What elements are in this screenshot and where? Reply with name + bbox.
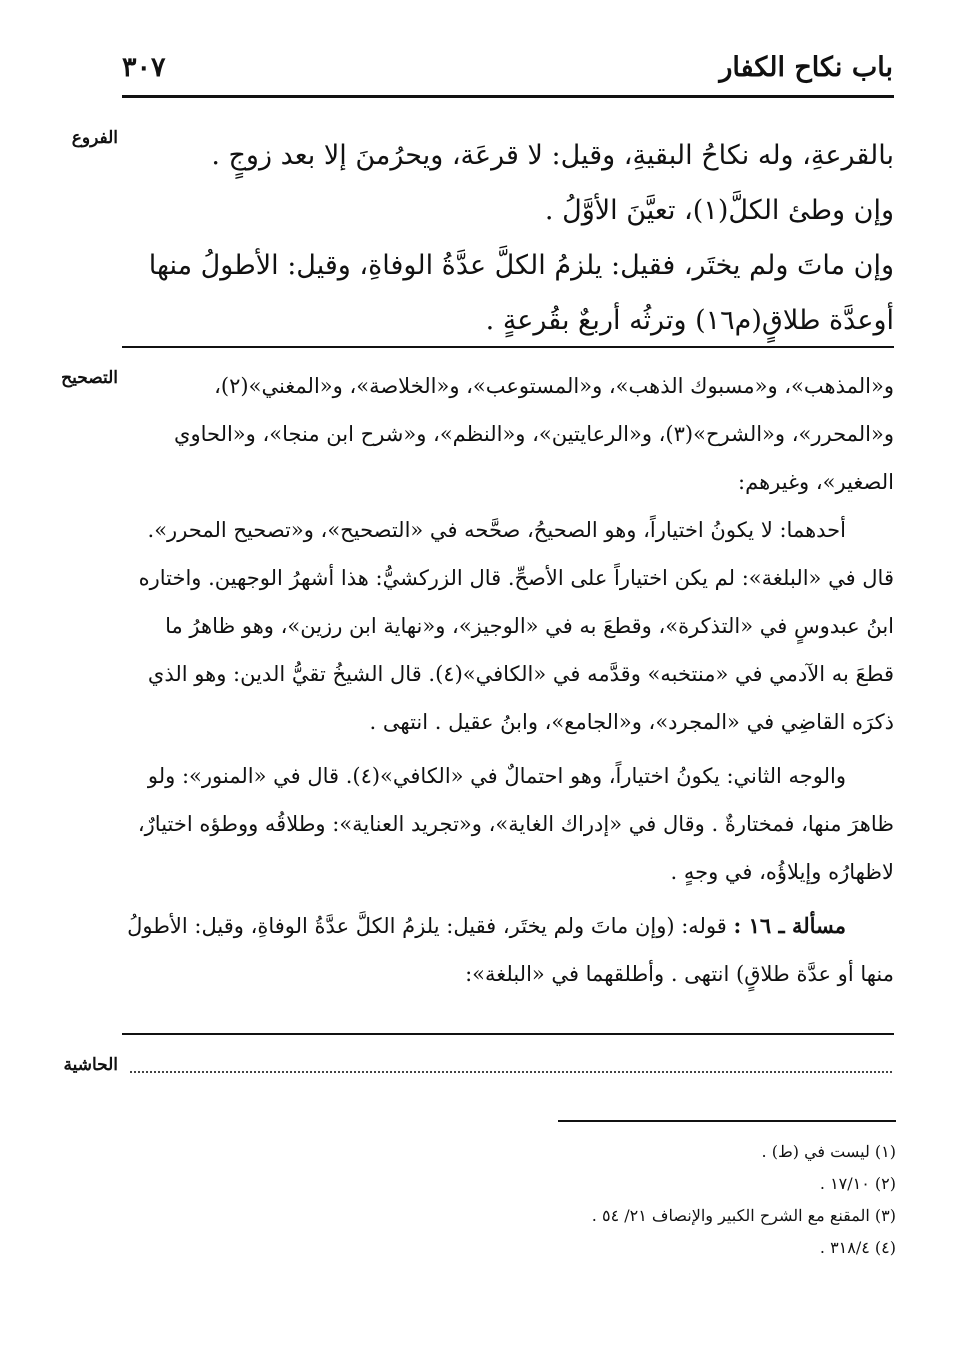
footnote: (١) ليست في (ط) .: [761, 1142, 896, 1161]
matn-paragraph: وإن وطئ الكلَّ(١)، تعيَّنَ الأوَّلُ .: [544, 195, 894, 226]
tashih-text: [122, 362, 894, 998]
side-label-furu: الفروع: [71, 128, 118, 148]
side-label-hashiyah: الحاشية: [63, 1055, 118, 1075]
side-label-tashih: التصحيح: [61, 368, 118, 388]
hashiyah-dotted-line: [130, 1071, 892, 1073]
header-rule: [122, 95, 894, 98]
section-divider: [122, 346, 894, 348]
footnote: (٣) المقنع مع الشرح الكبير والإنصاف ٢١/ ٥٤ .: [591, 1206, 896, 1225]
hashiyah-divider: [122, 1033, 894, 1035]
masala-text: قوله: (وإن ماتَ ولم يختَر، فقيل: يلزمُ الكلَّ عدَّةُ الوفاةِ، وقيل: الأطولُ منها أو عدَّة طلاقٍ) انتهى . وأطلقهما في «البلغة»:: [127, 914, 894, 986]
footnotes: [400, 1136, 896, 1264]
masala-label: مسألة ـ ١٦ :: [733, 913, 846, 938]
tashih-paragraph: والوجه الثاني: يكونُ اختياراً، وهو احتمالٌ في «الكافي»(٤). قال في «المنور»: ولو ظاهرَ منها، فمختارةٌ . وقال في «إدراك الغاية»، و«تجريد العناية»: وطلاقُه ووطؤه اختيارٌ، لاظهارُه وإيلاؤُه، في وجهٍ .: [137, 764, 894, 884]
matn-text: [122, 128, 894, 348]
footnote: (٤) ٣١٨/٤ .: [819, 1238, 896, 1257]
footnote-rule: [558, 1120, 896, 1122]
chapter-title: باب نكاح الكفار: [719, 52, 893, 83]
matn-paragraph: وإن ماتَ ولم يختَر، فقيل: يلزمُ الكلَّ عدَّةُ الوفاةِ، وقيل: الأطولُ منها أوعدَّة طلاقٍ(م١٦) وترثُه أربعٌ بقُرعةٍ .: [148, 250, 894, 336]
matn-paragraph: بالقرعةِ، وله نكاحُ البقيةِ، وقيل: لا قرعَة، ويحرُمنَ إلا بعد زوجٍ .: [211, 140, 894, 171]
masala-paragraph: [122, 902, 894, 998]
tashih-paragraph: أحدهما: لا يكونُ اختياراً، وهو الصحيحُ، صحَّحه في «التصحيح»، و«تصحيح المحرر». قال في «البلغة»: لم يكن اختياراً على الأصحِّ. قال الزركشيُّ: هذا أشهرُ الوجهين. واختاره ابنُ عبدوسٍ في «التذكرة»، وقطعَ به في «الوجيز»، و«نهاية ابن رزين»، وهو ظاهرُ ما قطعَ به الآدمي في «منتخبه» وقدَّمه في «الكافي»(٤). قال الشيخُ تقيُّ الدين: وهو الذي ذكرَه القاضِي في «المجرد»، و«الجامع»، وابنُ عقيل . انتهى .: [138, 518, 894, 734]
footnote: (٢) ١٧/١٠ .: [819, 1174, 896, 1193]
page-number: ٣٠٧: [122, 52, 166, 83]
tashih-paragraph: و«المذهب»، و«مسبوك الذهب»، و«المستوعب»، و«الخلاصة»، و«المغني»(٢)، و«المحرر»، و«الشرح»(٣)، و«الرعايتين»، و«النظم»، و«شرح ابن منجا»، و«الحاوي الصغير»، وغيرهم:: [174, 374, 894, 494]
